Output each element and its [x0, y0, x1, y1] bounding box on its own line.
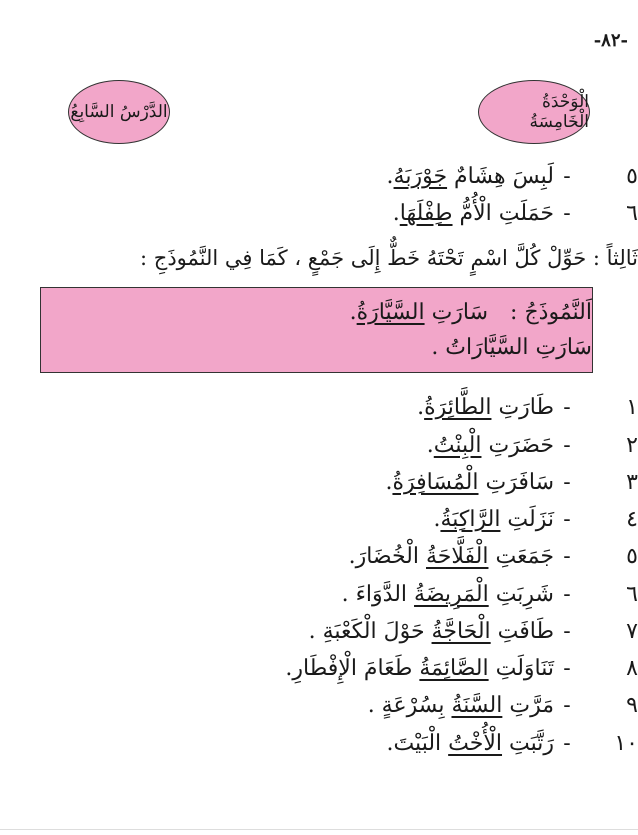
item-rest: .	[417, 395, 425, 420]
exercise-item-6	[165, 584, 638, 606]
bottom-rule	[0, 829, 638, 830]
item-number: ٧	[626, 619, 638, 644]
exercise-item-3	[165, 472, 638, 494]
exercise-item-4	[165, 509, 638, 531]
item-verb: طَافَتِ	[490, 619, 554, 644]
model-box	[40, 287, 593, 373]
item-number: ٥	[626, 164, 638, 189]
item-text: لَبِسَ هِشَامٌ	[447, 164, 554, 189]
item-dash: -	[563, 470, 571, 495]
underlined-noun: جَوْرَبَهُ	[393, 164, 448, 189]
item-dash: -	[563, 164, 571, 189]
model-end: .	[349, 300, 357, 325]
item-rest: .	[385, 470, 393, 495]
underlined-noun: الطَّائِرَةُ	[424, 395, 492, 420]
item-verb: مَرَّتِ	[502, 693, 554, 718]
item-verb: سَافَرَتِ	[478, 470, 554, 495]
item-text-end: .	[386, 164, 394, 189]
unit-title: الْوَحْدَةُ الْخَامِسَةُ	[529, 92, 589, 132]
item-verb: جَمَعَتِ	[488, 544, 554, 569]
lesson-title: الدَّرْسُ السَّابِعُ	[70, 102, 168, 122]
prev-item-5	[178, 166, 638, 188]
item-rest: .	[426, 433, 434, 458]
item-number: ٨	[626, 656, 638, 681]
item-dash: -	[563, 544, 571, 569]
item-verb: طَارَتِ	[491, 395, 554, 420]
underlined-noun: الْبِنْتُ	[433, 433, 482, 458]
item-number: ٩	[626, 693, 638, 718]
item-dash: -	[563, 201, 571, 226]
exercise-item-9	[165, 695, 638, 717]
model-line-1	[72, 300, 592, 325]
underlined-noun: الْحَاجَّةُ	[431, 619, 491, 644]
item-dash: -	[563, 395, 571, 420]
item-dash: -	[563, 433, 571, 458]
item-dash: -	[563, 507, 571, 532]
underlined-noun: الرَّاكِبَةُ	[440, 507, 501, 532]
exercise-item-2	[165, 435, 638, 457]
item-dash: -	[563, 656, 571, 681]
item-rest: .	[433, 507, 441, 532]
item-dash: -	[563, 693, 571, 718]
item-number: ١	[626, 395, 638, 420]
item-rest: الدَّوَاءَ .	[341, 582, 415, 607]
model-verb: سَارَتِ	[424, 300, 489, 325]
underlined-noun: الْأُخْتُ	[448, 731, 503, 756]
item-text: حَمَلَتِ الْأُمُّ	[452, 201, 554, 226]
item-rest: الْبَيْتَ.	[386, 731, 449, 756]
exercise-item-1	[165, 397, 638, 419]
item-dash: -	[563, 582, 571, 607]
item-number: ٥	[626, 544, 638, 569]
item-number: ٦	[626, 201, 638, 226]
unit-badge	[478, 80, 590, 144]
item-rest: بِسُرْعَةٍ .	[367, 693, 452, 718]
underlined-noun: الصَّائِمَةُ	[419, 656, 489, 681]
item-number: ٢	[626, 433, 638, 458]
model-line-2: سَارَتِ السَّيَّارَاتُ .	[431, 335, 592, 360]
exercise-item-8	[165, 658, 638, 680]
item-dash: -	[563, 731, 571, 756]
exercise-item-10	[165, 733, 638, 755]
exercise-item-7	[165, 621, 638, 643]
prev-item-6	[178, 203, 638, 225]
lesson-badge	[68, 80, 170, 144]
item-number: ٦	[626, 582, 638, 607]
item-number: ٤	[626, 507, 638, 532]
item-dash: -	[563, 619, 571, 644]
exercise-item-5	[165, 546, 638, 568]
item-rest: طَعَامَ الْإِفْطَارِ.	[285, 656, 420, 681]
item-verb: تَنَاوَلَتِ	[488, 656, 554, 681]
underlined-noun: الْمَرِيضَةُ	[414, 582, 489, 607]
item-verb: شَرِبَتِ	[488, 582, 554, 607]
item-verb: نَزَلَتِ	[500, 507, 554, 532]
exercise-instruction: ثَالِثاً : حَوِّلْ كُلَّ اسْمٍ تَحْتَهُ خَطٌّ إِلَى جَمْعٍ ، كَمَا فِي النَّمُوذَجِ :	[140, 246, 638, 270]
item-verb: حَضَرَتِ	[481, 433, 554, 458]
underlined-noun: السَّنَةُ	[451, 693, 503, 718]
page-number: -٨٢-	[593, 30, 628, 51]
underlined-noun: الْفَلَّاحَةُ	[426, 544, 489, 569]
item-rest: الْخُضَارَ.	[348, 544, 426, 569]
item-number: ١٠	[614, 731, 638, 756]
model-underlined-noun: السَّيَّارَةُ	[356, 300, 425, 325]
item-rest: حَوْلَ الْكَعْبَةِ .	[308, 619, 432, 644]
underlined-noun: طِفْلَهَا	[399, 201, 453, 226]
item-text-end: .	[392, 201, 400, 226]
item-number: ٣	[626, 470, 638, 495]
item-verb: رَتَّبَتِ	[502, 731, 554, 756]
underlined-noun: الْمُسَافِرَةُ	[392, 470, 479, 495]
model-label: اَلنَّمُوذَجُ :	[510, 300, 592, 325]
